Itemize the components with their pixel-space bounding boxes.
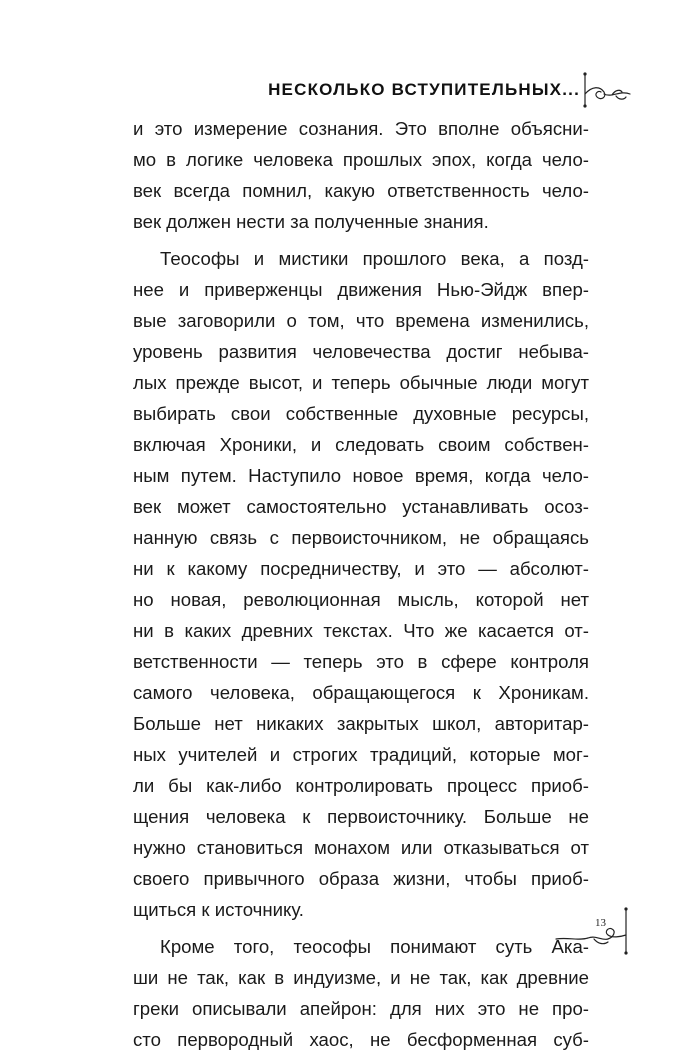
text-line: вые заговорили о том, что времена изменились, <box>133 310 589 331</box>
text-line: сто первородный хаос, не бесформенная суб- <box>133 1029 589 1050</box>
text-line: своего привычного образа жизни, чтобы приоб- <box>133 868 589 889</box>
text-line: и это измерение сознания. Это вполне объясни- <box>133 118 589 139</box>
text-line: но новая, революционная мысль, которой нет <box>133 589 589 610</box>
text-line: самого человека, обращающегося к Хроникам. <box>133 682 589 703</box>
text-line: ни в каких древних текстах. Что же касается от- <box>133 620 589 641</box>
running-header <box>268 70 634 110</box>
text-line: нее и приверженцы движения Нью-Эйдж впер- <box>133 279 589 300</box>
text-line: греки описывали апейрон: для них это не про- <box>133 998 589 1019</box>
paragraph <box>133 931 589 1055</box>
text-line: лых прежде высот, и теперь обычные люди могут <box>133 372 589 393</box>
text-line: выбирать свои собственные духовные ресурсы, <box>133 403 589 424</box>
text-line: Теософы и мистики прошлого века, а позд- <box>160 248 589 269</box>
text-line: включая Хроники, и следовать своим собствен- <box>133 434 589 455</box>
text-line: Больше нет никаких закрытых школ, авторитар- <box>133 713 589 734</box>
paragraph <box>133 243 589 925</box>
text-line: нужно становиться монахом или отказываться от <box>133 837 589 858</box>
text-line: уровень развития человечества достиг небыва- <box>133 341 589 362</box>
body-text <box>133 113 589 1055</box>
text-line: век должен нести за полученные знания. <box>133 211 489 232</box>
text-line: щиться к источнику. <box>133 899 304 920</box>
text-line: щения человека к первоисточнику. Больше не <box>133 806 589 827</box>
text-line: ли бы как-либо контролировать процесс приоб- <box>133 775 589 796</box>
page-number: 13 <box>595 917 606 929</box>
header-ornament-icon <box>582 70 634 110</box>
paragraph <box>133 113 589 237</box>
page-footer <box>554 905 636 957</box>
text-line: нанную связь с первоисточником, не обращаясь <box>133 527 589 548</box>
text-line: ных учителей и строгих традиций, которые мог- <box>133 744 589 765</box>
text-line: Кроме того, теософы понимают суть Ака- <box>160 936 589 957</box>
chapter-title: НЕСКОЛЬКО ВСТУПИТЕЛЬНЫХ... <box>268 80 580 99</box>
text-line: мо в логике человека прошлых эпох, когда чело- <box>133 149 589 170</box>
text-line: ши не так, как в индуизме, и не так, как древние <box>133 967 589 988</box>
text-line: ным путем. Наступило новое время, когда чело- <box>133 465 589 486</box>
text-line: ни к какому посредничеству, и это — абсолют- <box>133 558 589 579</box>
text-line: век всегда помнил, какую ответственность чело- <box>133 180 589 201</box>
footer-ornament-icon <box>554 905 636 957</box>
text-line: век может самостоятельно устанавливать осоз- <box>133 496 589 517</box>
text-line: ветственности — теперь это в сфере контроля <box>133 651 589 672</box>
